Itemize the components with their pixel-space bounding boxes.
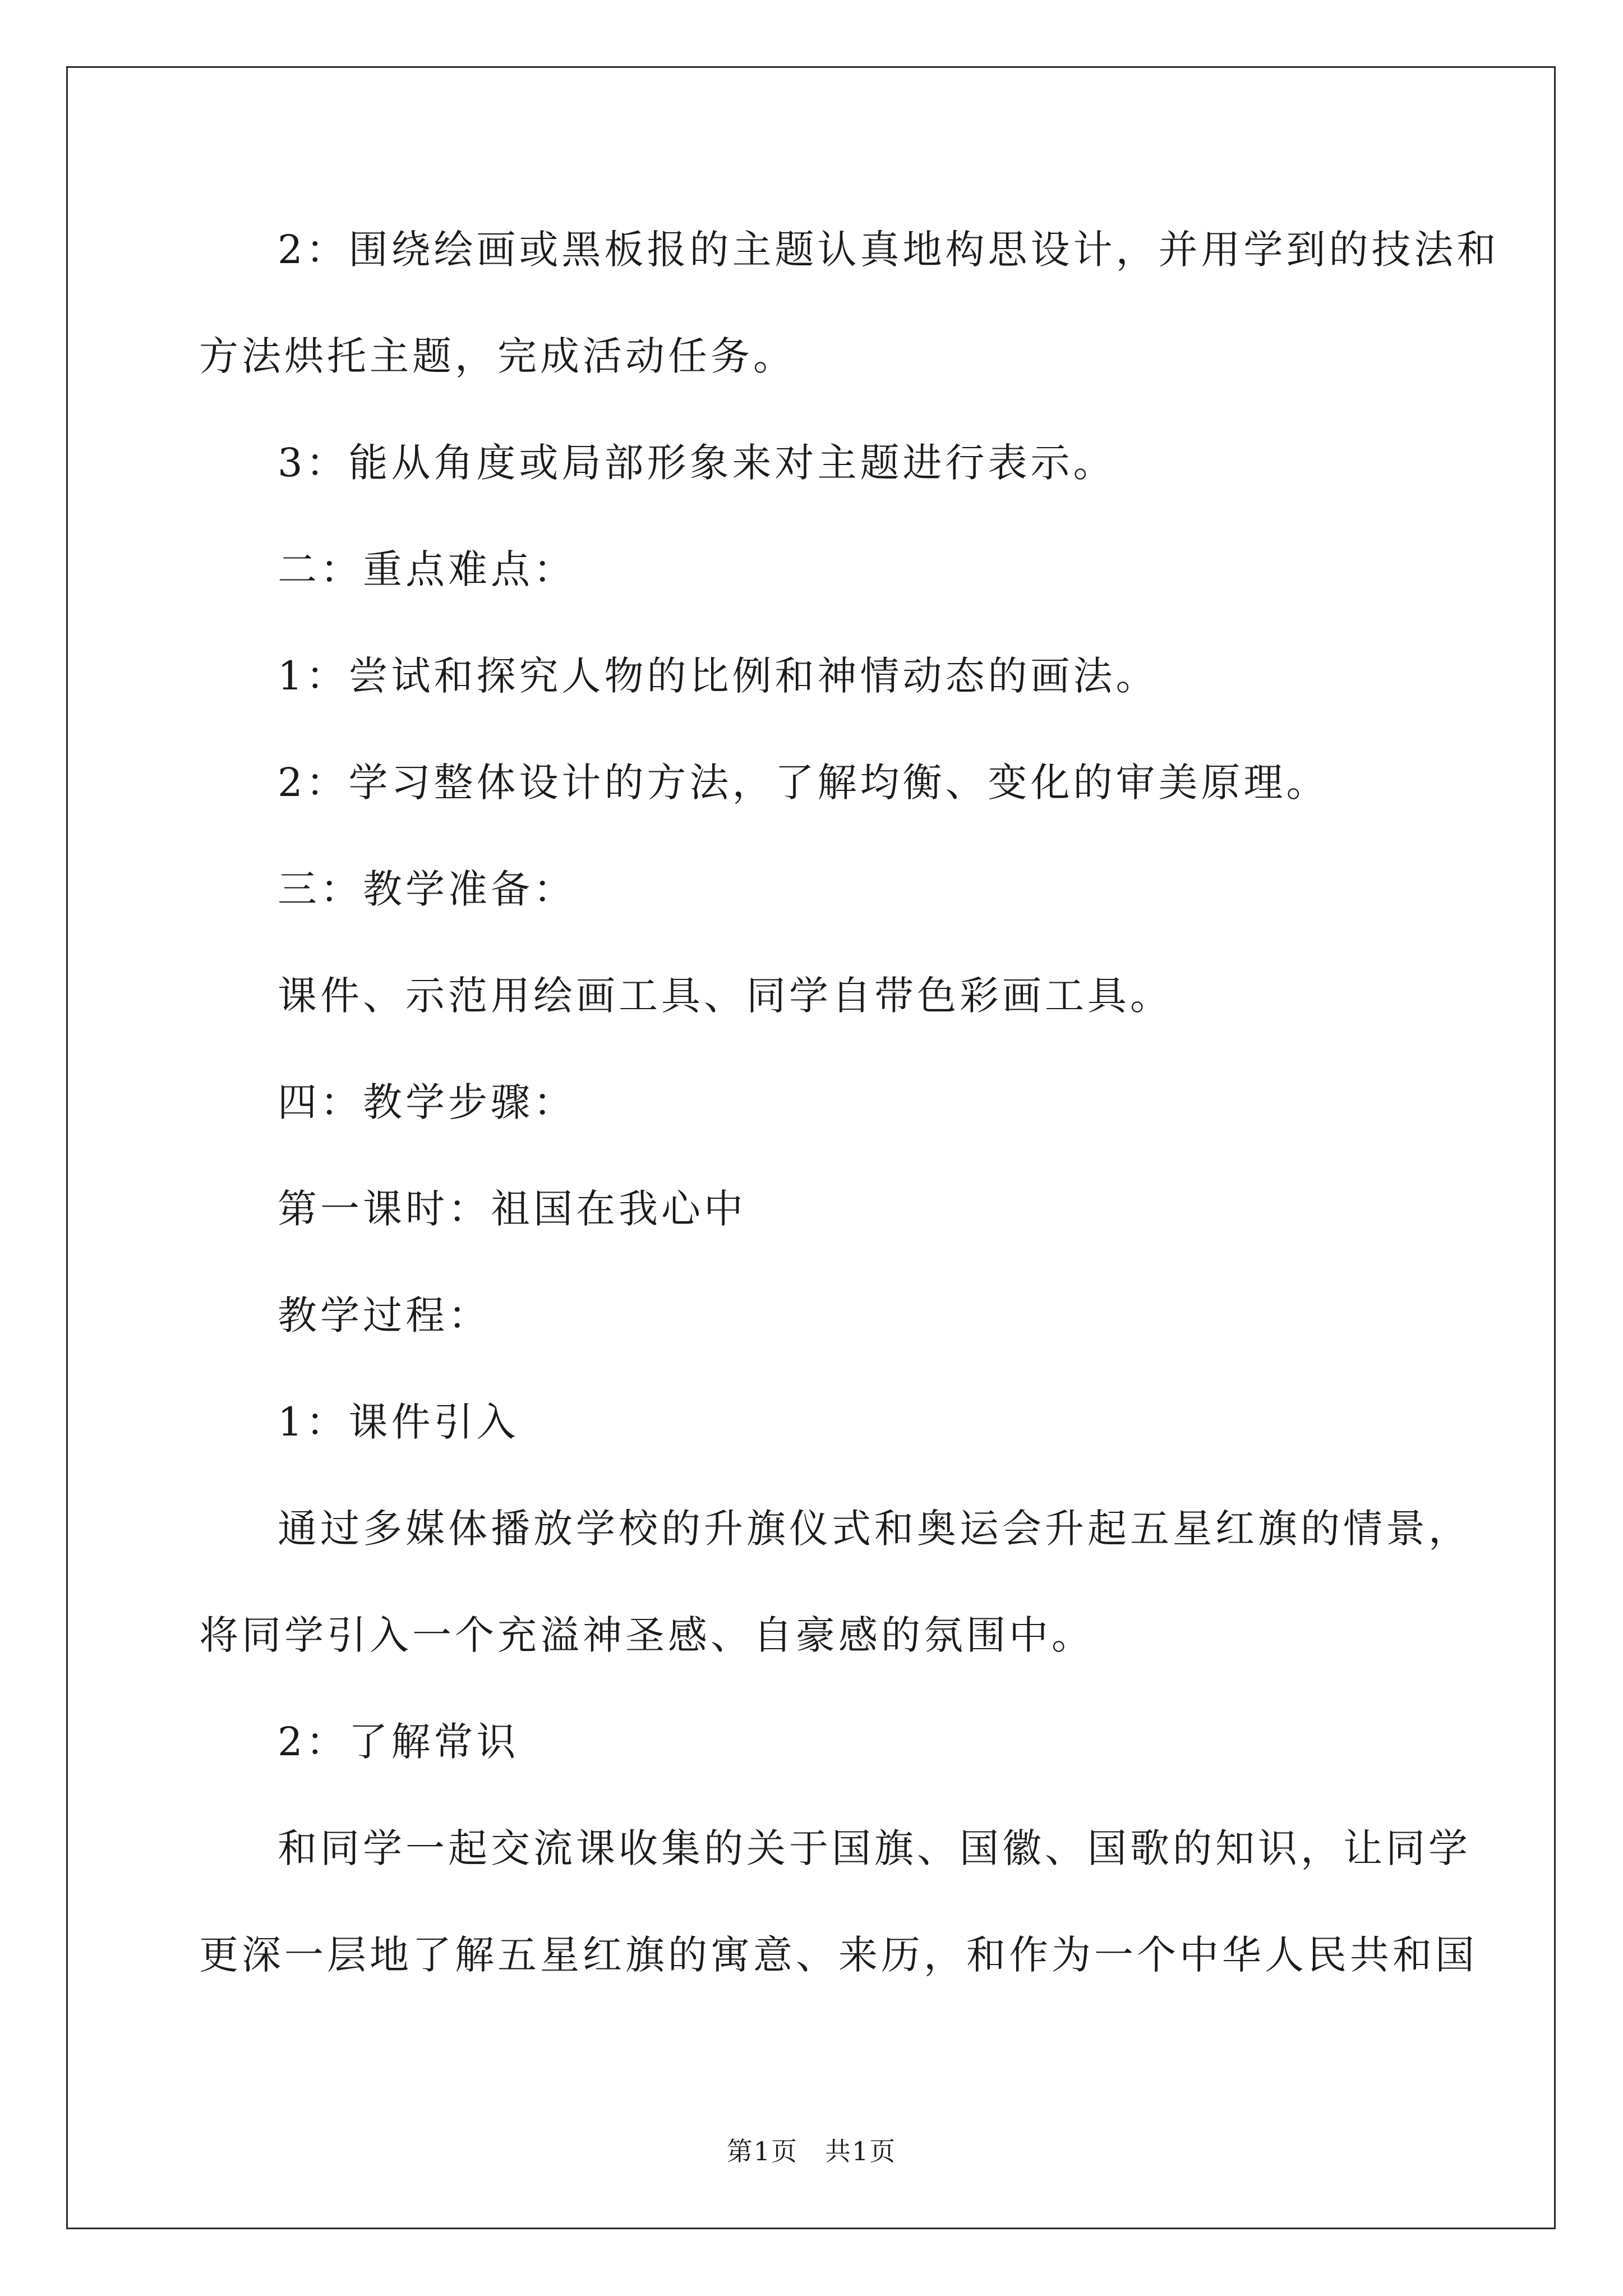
paragraph-line: 第一课时：祖国在我心中 [278, 1186, 746, 1232]
section-heading: 二：重点难点： [278, 546, 576, 592]
paragraph-line: 3：能从角度或局部形象来对主题进行表示。 [278, 440, 1116, 486]
paragraph-line: 1：课件引入 [278, 1399, 519, 1445]
paragraph-line: 方法烘托主题，完成活动任务。 [199, 333, 796, 379]
paragraph-line: 将同学引入一个充溢神圣感、自豪感的氛围中。 [199, 1612, 1094, 1658]
paragraph-line: 2：了解常识 [278, 1719, 519, 1765]
section-heading: 四：教学步骤： [278, 1079, 576, 1125]
paragraph-line: 教学过程： [278, 1292, 491, 1338]
paragraph-line: 课件、示范用绘画工具、同学自带色彩画工具。 [278, 973, 1173, 1019]
paragraph-line: 2：围绕绘画或黑板报的主题认真地构思设计，并用学到的技法和 [278, 227, 1500, 273]
paragraph-line: 和同学一起交流课收集的关于国旗、国徽、国歌的知识，让同学 [278, 1825, 1471, 1871]
page-footer: 第1页 共1页 [726, 2136, 897, 2166]
section-heading: 三：教学准备： [278, 866, 576, 912]
page-border [66, 66, 1556, 2229]
paragraph-line: 1：尝试和探究人物的比例和神情动态的画法。 [278, 653, 1159, 699]
paragraph-line: 2：学习整体设计的方法，了解均衡、变化的审美原理。 [278, 760, 1329, 806]
paragraph-line: 更深一层地了解五星红旗的寓意、来历，和作为一个中华人民共和国 [199, 1932, 1478, 1978]
paragraph-line: 通过多媒体播放学校的升旗仪式和奥运会升起五星红旗的情景， [278, 1506, 1471, 1552]
